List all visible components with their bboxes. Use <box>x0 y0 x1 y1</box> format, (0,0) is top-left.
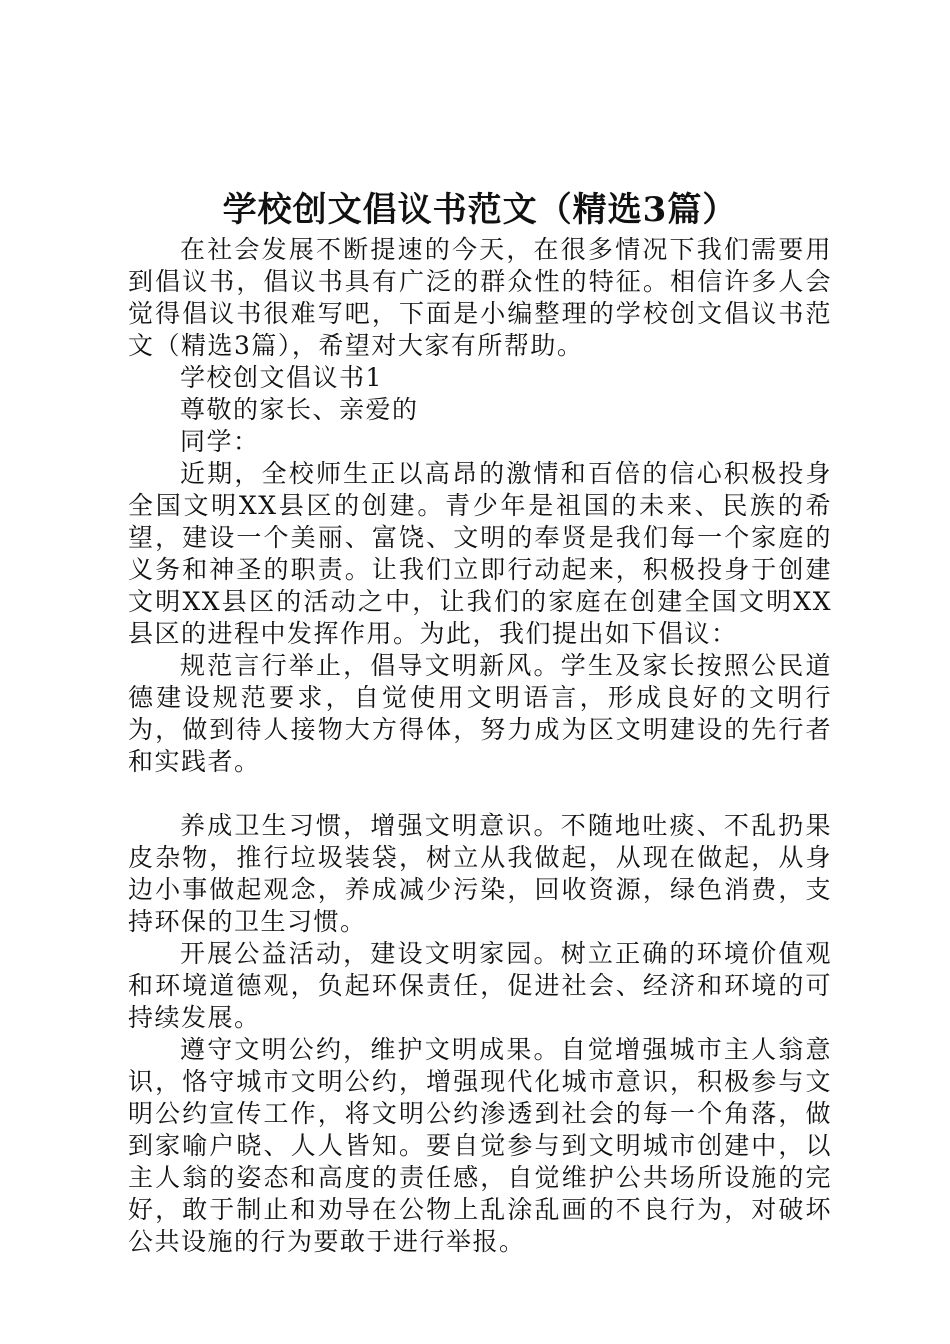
document-page <box>128 186 832 1258</box>
body-paragraph: 养成卫生习惯，增强文明意识。不随地吐痰、不乱扔果皮杂物，推行垃圾装袋，树立从我做起，从现在做起，从身边小事做起观念，养成减少污染，回收资源，绿色消费，支持环保的卫生习惯。 <box>128 811 832 936</box>
document-title: 学校创文倡议书范文（精选3篇） <box>222 190 738 230</box>
section-heading: 学校创文倡议书1 <box>180 363 383 392</box>
body-paragraph: 近期，全校师生正以高昂的激情和百倍的信心积极投身全国文明XX县区的创建。青少年是祖国的未来、民族的希望，建设一个美丽、富饶、文明的奉贤是我们每一个家庭的义务和神圣的职责。让我们立即行动起来，积极投身于创建文明XX县区的活动之中，让我们的家庭在创建全国文明XX县区的进程中发挥作用。为此，我们提出如下倡议： <box>128 459 832 648</box>
intro-paragraph: 在社会发展不断提速的今天，在很多情况下我们需要用到倡议书，倡议书具有广泛的群众性的特征。相信许多人会觉得倡议书很难写吧，下面是小编整理的学校创文倡议书范文（精选3篇），希望对大家有所帮助。 <box>128 235 832 360</box>
body-paragraph: 开展公益活动，建设文明家园。树立正确的环境价值观和环境道德观，负起环保责任，促进社会、经济和环境的可持续发展。 <box>128 939 832 1032</box>
body-paragraph: 规范言行举止，倡导文明新风。学生及家长按照公民道德建设规范要求，自觉使用文明语言，形成良好的文明行为，做到待人接物大方得体，努力成为区文明建设的先行者和实践者。 <box>128 651 832 776</box>
salutation-line: 尊敬的家长、亲爱的 <box>180 395 419 424</box>
salutation-continued: 同学： <box>180 427 260 456</box>
body-paragraph: 遵守文明公约，维护文明成果。自觉增强城市主人翁意识，恪守城市文明公约，增强现代化城市意识，积极参与文明公约宣传工作，将文明公约渗透到社会的每一个角落，做到家喻户晓、人人皆知。要自觉参与到文明城市创建中，以主人翁的姿态和高度的责任感，自觉维护公共场所设施的完好，敢于制止和劝导在公物上乱涂乱画的不良行为，对破坏公共设施的行为要敢于进行举报。 <box>128 1035 832 1256</box>
paragraph-gap <box>128 778 832 810</box>
